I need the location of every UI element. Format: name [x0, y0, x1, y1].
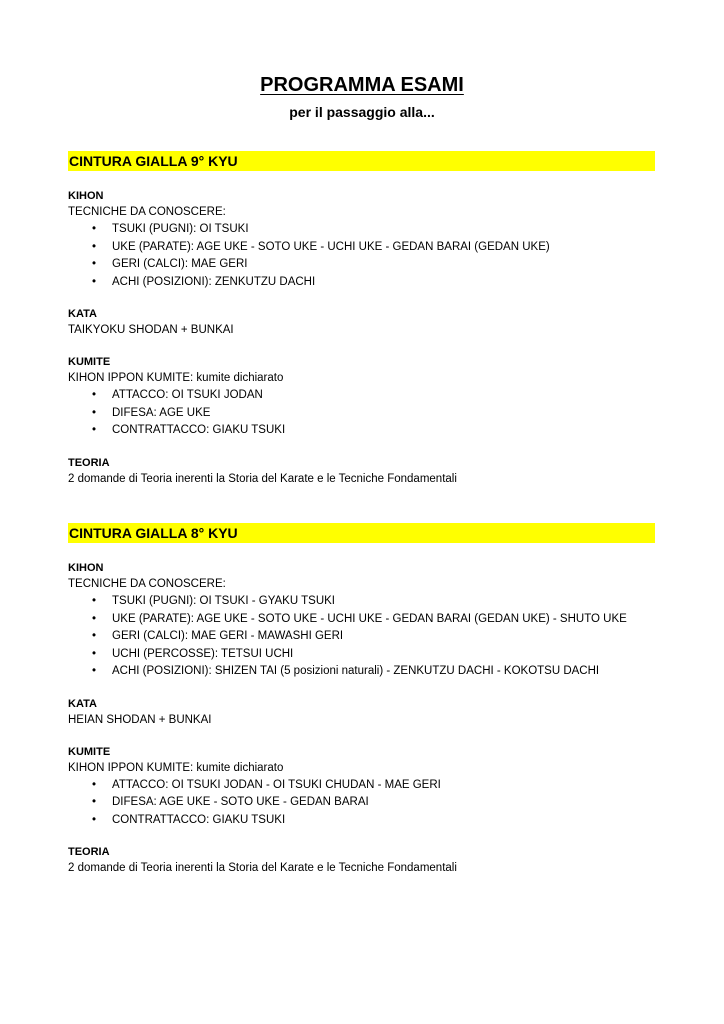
- list-item: [68, 405, 655, 423]
- list-item-text: TSUKI (PUGNI): OI TSUKI: [112, 223, 249, 235]
- list-item-text: UKE (PARATE): AGE UKE - SOTO UKE - UCHI UKE - GEDAN BARAI (GEDAN UKE): [112, 240, 550, 253]
- bullet-icon: •: [92, 813, 97, 826]
- kihon-list: [68, 593, 655, 681]
- list-item: [68, 611, 655, 629]
- kumite-label: KUMITE: [68, 745, 111, 758]
- kihon-intro: TECNICHE DA CONOSCERE:: [68, 206, 226, 218]
- list-item-text: DIFESA: AGE UKE - SOTO UKE - GEDAN BARAI: [112, 796, 369, 808]
- teoria-block: [68, 455, 655, 488]
- bullet-icon: •: [92, 240, 97, 253]
- document-title: PROGRAMMA ESAMI: [260, 74, 464, 96]
- list-item-text: ATTACCO: OI TSUKI JODAN: [112, 389, 263, 401]
- kata-label: KATA: [68, 697, 97, 710]
- bullet-icon: •: [92, 595, 97, 607]
- bullet-icon: •: [92, 223, 97, 235]
- list-item: [68, 239, 655, 257]
- kumite-intro: KIHON IPPON KUMITE: kumite dichiarato: [68, 761, 284, 774]
- list-item: [68, 628, 655, 646]
- list-item-text: GERI (CALCI): MAE GERI: [112, 258, 248, 270]
- document-subtitle: per il passaggio alla...: [289, 104, 435, 120]
- list-item: [68, 274, 655, 292]
- teoria-block: [68, 844, 655, 877]
- list-item-text: ACHI (POSIZIONI): ZENKUTZU DACHI: [112, 275, 316, 288]
- list-item-text: CONTRATTACCO: GIAKU TSUKI: [112, 813, 286, 826]
- kumite-intro: KIHON IPPON KUMITE: kumite dichiarato: [68, 372, 284, 384]
- kumite-block: [68, 744, 655, 830]
- list-item-text: UCHI (PERCOSSE): TETSUI UCHI: [112, 647, 294, 660]
- kata-block: [68, 696, 655, 729]
- bullet-icon: •: [92, 258, 97, 270]
- bullet-icon: •: [92, 647, 97, 660]
- kihon-label: KIHON: [68, 562, 104, 574]
- teoria-label: TEORIA: [68, 456, 110, 469]
- belt-section-9-kyu: [68, 151, 655, 488]
- kihon-label: KIHON: [68, 190, 104, 202]
- teoria-text: 2 domande di Teoria inerenti la Storia del Karate e le Tecniche Fondamentali: [68, 472, 457, 485]
- list-item-text: ACHI (POSIZIONI): SHIZEN TAI (5 posizioni naturali) - ZENKUTZU DACHI - KOKOTSU DACHI: [112, 665, 600, 677]
- bullet-icon: •: [92, 612, 97, 625]
- list-item-text: DIFESA: AGE UKE: [112, 406, 211, 419]
- bullet-icon: •: [92, 778, 97, 791]
- kata-text: HEIAN SHODAN + BUNKAI: [68, 713, 212, 726]
- list-item: [68, 794, 655, 812]
- kata-block: [68, 306, 655, 339]
- list-item-text: UKE (PARATE): AGE UKE - SOTO UKE - UCHI UKE - GEDAN BARAI (GEDAN UKE) - SHUTO UKE: [112, 612, 627, 625]
- kihon-block: [68, 188, 655, 291]
- list-item-text: TSUKI (PUGNI): OI TSUKI - GYAKU TSUKI: [112, 595, 336, 607]
- list-item: [68, 777, 655, 795]
- bullet-icon: •: [92, 275, 97, 288]
- kihon-intro: TECNICHE DA CONOSCERE:: [68, 578, 226, 590]
- belt-section-8-kyu: [68, 523, 655, 877]
- bullet-icon: •: [92, 406, 97, 419]
- belt-heading: CINTURA GIALLA 8° KYU: [68, 523, 655, 543]
- kumite-list: [68, 777, 655, 830]
- kumite-label: KUMITE: [68, 356, 111, 368]
- kata-text: TAIKYOKU SHODAN + BUNKAI: [68, 324, 234, 336]
- bullet-icon: •: [92, 389, 97, 401]
- kumite-block: [68, 354, 655, 440]
- list-item-text: GERI (CALCI): MAE GERI - MAWASHI GERI: [112, 630, 344, 642]
- bullet-icon: •: [92, 630, 97, 642]
- list-item-text: ATTACCO: OI TSUKI JODAN - OI TSUKI CHUDAN - MAE GERI: [112, 778, 441, 791]
- kihon-block: [68, 560, 655, 681]
- kata-label: KATA: [68, 308, 97, 320]
- list-item: [68, 422, 655, 440]
- kihon-list: [68, 221, 655, 291]
- list-item-text: CONTRATTACCO: GIAKU TSUKI: [112, 424, 286, 436]
- list-item: [68, 646, 655, 664]
- bullet-icon: •: [92, 665, 97, 677]
- bullet-icon: •: [92, 424, 97, 436]
- bullet-icon: •: [92, 796, 97, 808]
- list-item: [68, 593, 655, 611]
- list-item: [68, 812, 655, 830]
- belt-heading: CINTURA GIALLA 9° KYU: [68, 151, 655, 171]
- teoria-label: TEORIA: [68, 846, 110, 858]
- teoria-text: 2 domande di Teoria inerenti la Storia del Karate e le Tecniche Fondamentali: [68, 862, 457, 874]
- list-item: [68, 221, 655, 239]
- list-item: [68, 663, 655, 681]
- kumite-list: [68, 387, 655, 440]
- list-item: [68, 387, 655, 405]
- title-block: [0, 72, 724, 122]
- list-item: [68, 256, 655, 274]
